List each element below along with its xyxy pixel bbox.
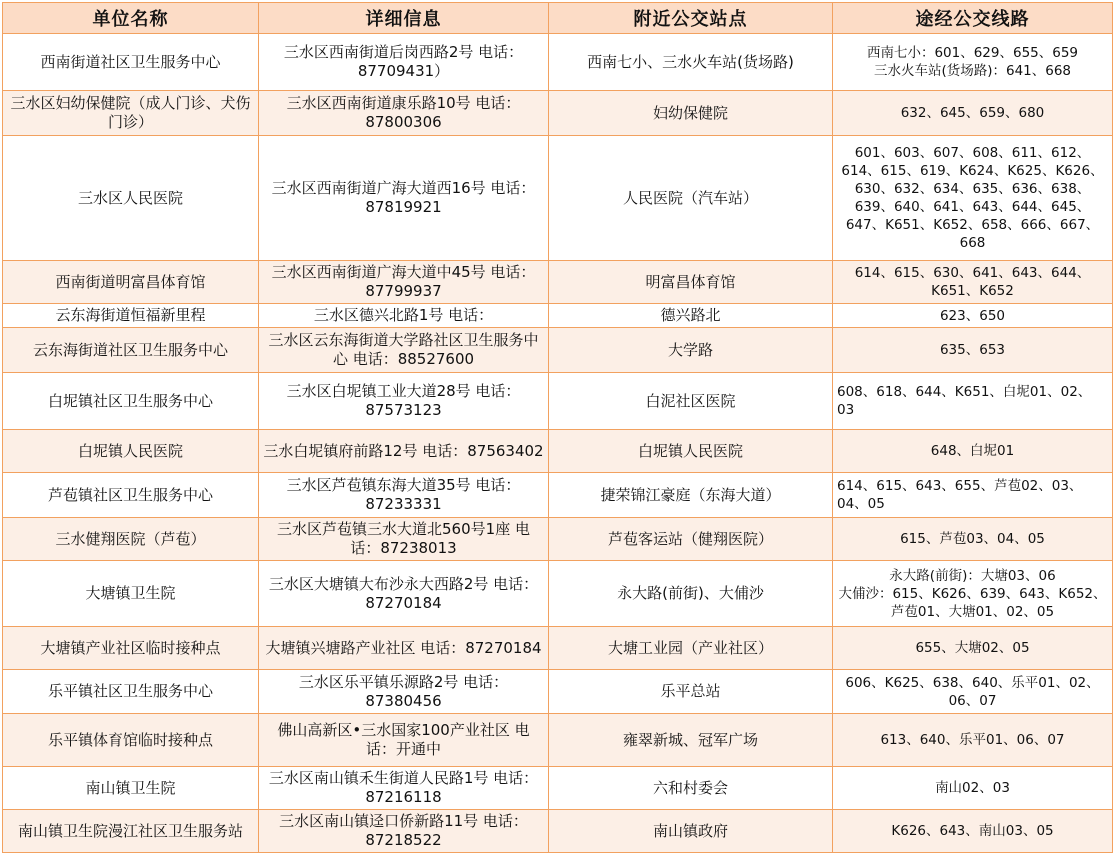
bus-routes-cell: 623、650 [833, 304, 1113, 328]
table-row [3, 767, 1113, 810]
clinic-table [2, 2, 1113, 853]
bus-stop-cell: 白泥社区医院 [549, 373, 833, 430]
details-cell: 三水区南山镇迳口侨新路11号 电话：87218522 [259, 810, 549, 853]
bus-stop-cell: 永大路(前街)、大俌沙 [549, 561, 833, 627]
unit-name-cell: 三水健翔医院（芦苞） [3, 518, 259, 561]
bus-stop-cell: 雍翠新城、冠军广场 [549, 714, 833, 767]
header-bus-routes: 途经公交线路 [833, 3, 1113, 34]
bus-routes-cell: 632、645、659、680 [833, 91, 1113, 136]
bus-routes-cell: 614、615、630、641、643、644、K651、K652 [833, 261, 1113, 304]
unit-name-cell: 南山镇卫生院 [3, 767, 259, 810]
table-row [3, 714, 1113, 767]
bus-stop-cell: 德兴路北 [549, 304, 833, 328]
details-cell: 三水区乐平镇乐源路2号 电话：87380456 [259, 670, 549, 714]
table-header-row [3, 3, 1113, 34]
details-cell: 三水区德兴北路1号 电话： [259, 304, 549, 328]
bus-stop-cell: 南山镇政府 [549, 810, 833, 853]
unit-name-cell: 大塘镇产业社区临时接种点 [3, 627, 259, 670]
table-row [3, 304, 1113, 328]
bus-routes-cell: 635、653 [833, 328, 1113, 373]
unit-name-cell: 大塘镇卫生院 [3, 561, 259, 627]
unit-name-cell: 三水区妇幼保健院（成人门诊、犬伤门诊） [3, 91, 259, 136]
details-cell: 三水区西南街道广海大道西16号 电话：87819921 [259, 136, 549, 261]
bus-routes-cell: 601、603、607、608、611、612、614、615、619、K624、K625、K626、630、632、634、635、636、638、639、640、641、643、644、645、647、K651、K652、658、666、667、668 [833, 136, 1113, 261]
bus-stop-cell: 大塘工业园（产业社区） [549, 627, 833, 670]
unit-name-cell: 白坭镇社区卫生服务中心 [3, 373, 259, 430]
table-row [3, 91, 1113, 136]
details-cell: 三水区白坭镇工业大道28号 电话：87573123 [259, 373, 549, 430]
table-row [3, 34, 1113, 91]
header-details: 详细信息 [259, 3, 549, 34]
table-row [3, 373, 1113, 430]
table-row [3, 518, 1113, 561]
bus-routes-cell: K626、643、南山03、05 [833, 810, 1113, 853]
unit-name-cell: 南山镇卫生院漫江社区卫生服务站 [3, 810, 259, 853]
details-cell: 三水区西南街道后岗西路2号 电话：87709431） [259, 34, 549, 91]
table-row [3, 473, 1113, 518]
bus-routes-cell: 606、K625、638、640、乐平01、02、06、07 [833, 670, 1113, 714]
unit-name-cell: 云东海街道社区卫生服务中心 [3, 328, 259, 373]
table-row [3, 136, 1113, 261]
bus-routes-cell: 南山02、03 [833, 767, 1113, 810]
bus-stop-cell: 乐平总站 [549, 670, 833, 714]
table-row [3, 810, 1113, 853]
bus-stop-cell: 妇幼保健院 [549, 91, 833, 136]
unit-name-cell: 乐平镇体育馆临时接种点 [3, 714, 259, 767]
bus-routes-cell: 648、白坭01 [833, 430, 1113, 473]
bus-routes-cell: 655、大塘02、05 [833, 627, 1113, 670]
unit-name-cell: 白坭镇人民医院 [3, 430, 259, 473]
details-cell: 三水区西南街道广海大道中45号 电话：87799937 [259, 261, 549, 304]
details-cell: 三水区芦苞镇东海大道35号 电话：87233331 [259, 473, 549, 518]
details-cell: 三水区南山镇禾生街道人民路1号 电话：87216118 [259, 767, 549, 810]
table-row [3, 328, 1113, 373]
table-row [3, 627, 1113, 670]
unit-name-cell: 芦苞镇社区卫生服务中心 [3, 473, 259, 518]
bus-routes-cell: 615、芦苞03、04、05 [833, 518, 1113, 561]
bus-routes-cell: 西南七小：601、629、655、659 三水火车站(货场路)：641、668 [833, 34, 1113, 91]
unit-name-cell: 乐平镇社区卫生服务中心 [3, 670, 259, 714]
details-cell: 三水区云东海街道大学路社区卫生服务中心 电话：88527600 [259, 328, 549, 373]
details-cell: 三水区西南街道康乐路10号 电话：87800306 [259, 91, 549, 136]
unit-name-cell: 三水区人民医院 [3, 136, 259, 261]
bus-routes-cell: 614、615、643、655、芦苞02、03、04、05 [833, 473, 1113, 518]
bus-stop-cell: 六和村委会 [549, 767, 833, 810]
bus-routes-cell: 613、640、乐平01、06、07 [833, 714, 1113, 767]
bus-stop-cell: 白坭镇人民医院 [549, 430, 833, 473]
table-row [3, 561, 1113, 627]
details-cell: 三水区芦苞镇三水大道北560号1座 电话：87238013 [259, 518, 549, 561]
header-bus-stop: 附近公交站点 [549, 3, 833, 34]
unit-name-cell: 西南街道社区卫生服务中心 [3, 34, 259, 91]
bus-stop-cell: 西南七小、三水火车站(货场路) [549, 34, 833, 91]
table-row [3, 670, 1113, 714]
unit-name-cell: 西南街道明富昌体育馆 [3, 261, 259, 304]
bus-stop-cell: 明富昌体育馆 [549, 261, 833, 304]
details-cell: 三水区大塘镇大布沙永大西路2号 电话：87270184 [259, 561, 549, 627]
unit-name-cell: 云东海街道恒福新里程 [3, 304, 259, 328]
details-cell: 佛山高新区•三水国家100产业社区 电话：开通中 [259, 714, 549, 767]
bus-routes-cell: 608、618、644、K651、白坭01、02、03 [833, 373, 1113, 430]
table-row [3, 261, 1113, 304]
bus-routes-cell: 永大路(前街)：大塘03、06 大俌沙：615、K626、639、643、K652、芦苞01、大塘01、02、05 [833, 561, 1113, 627]
header-unit-name: 单位名称 [3, 3, 259, 34]
details-cell: 三水白坭镇府前路12号 电话：87563402 [259, 430, 549, 473]
bus-stop-cell: 人民医院（汽车站） [549, 136, 833, 261]
bus-stop-cell: 大学路 [549, 328, 833, 373]
table-row [3, 430, 1113, 473]
bus-stop-cell: 捷荣锦江豪庭（东海大道） [549, 473, 833, 518]
details-cell: 大塘镇兴塘路产业社区 电话：87270184 [259, 627, 549, 670]
bus-stop-cell: 芦苞客运站（健翔医院） [549, 518, 833, 561]
